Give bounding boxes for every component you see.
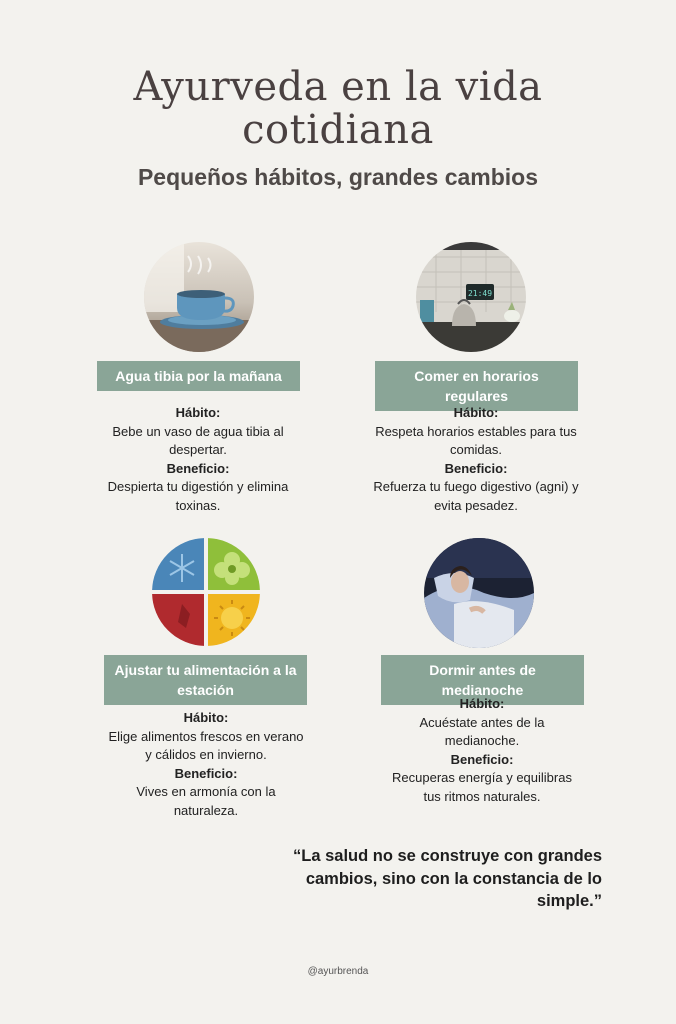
habit-text: Respeta horarios estables para tus comidas. bbox=[375, 423, 577, 457]
habit-label-warm-water: Agua tibia por la mañana bbox=[97, 361, 300, 391]
habit-text: Acuéstate antes de la medianoche. bbox=[419, 714, 545, 748]
habit-heading: Hábito: bbox=[453, 405, 499, 420]
title-line-2: cotidiana bbox=[242, 107, 434, 153]
benefit-text: Vives en armonía con la naturaleza. bbox=[136, 784, 276, 818]
benefit-heading: Beneficio: bbox=[450, 751, 514, 767]
page-subtitle: Pequeños hábitos, grandes cambios bbox=[137, 164, 539, 190]
benefit-text: Recuperas energía y equilibras tus ritmos naturales. bbox=[392, 770, 572, 804]
habit-text: Bebe un vaso de agua tibia al despertar. bbox=[112, 423, 284, 457]
four-seasons-icon bbox=[152, 538, 260, 646]
habit-desc-seasonal-food bbox=[104, 709, 308, 820]
author-handle: @ayurbrenda bbox=[307, 966, 369, 977]
habit-label-seasonal-food: Ajustar tu alimentación a la estación bbox=[104, 655, 307, 705]
quote: “La salud no se construye con grandes cambios, sino con la constancia de lo simple.” bbox=[293, 847, 602, 910]
page-title bbox=[0, 66, 676, 152]
habit-label-regular-meals: Comer en horarios regulares bbox=[375, 361, 578, 411]
habit-heading: Hábito: bbox=[459, 696, 505, 711]
sleeping-woman-photo bbox=[424, 538, 534, 648]
benefit-text: Refuerza tu fuego digestivo (agni) y evita pesadez. bbox=[373, 479, 579, 513]
benefit-text: Despierta tu digestión y elimina toxinas. bbox=[107, 479, 289, 513]
clock-display: 21:49 bbox=[467, 289, 493, 298]
title-line-1: Ayurveda en la vida bbox=[133, 64, 543, 110]
habit-label-sleep: Dormir antes de medianoche bbox=[381, 655, 584, 705]
habit-heading: Hábito: bbox=[183, 710, 229, 725]
benefit-heading: Beneficio: bbox=[166, 460, 230, 476]
habit-desc-sleep bbox=[384, 695, 580, 806]
kitchen-clock-photo bbox=[416, 242, 526, 352]
benefit-heading: Beneficio: bbox=[444, 460, 508, 476]
habit-text: Elige alimentos frescos en verano y cálidos en invierno. bbox=[108, 728, 304, 762]
habit-desc-warm-water bbox=[98, 404, 298, 515]
tea-cup-photo bbox=[144, 242, 254, 352]
habit-heading: Hábito: bbox=[175, 405, 221, 420]
habit-desc-regular-meals bbox=[368, 404, 584, 515]
benefit-heading: Beneficio: bbox=[174, 765, 238, 781]
